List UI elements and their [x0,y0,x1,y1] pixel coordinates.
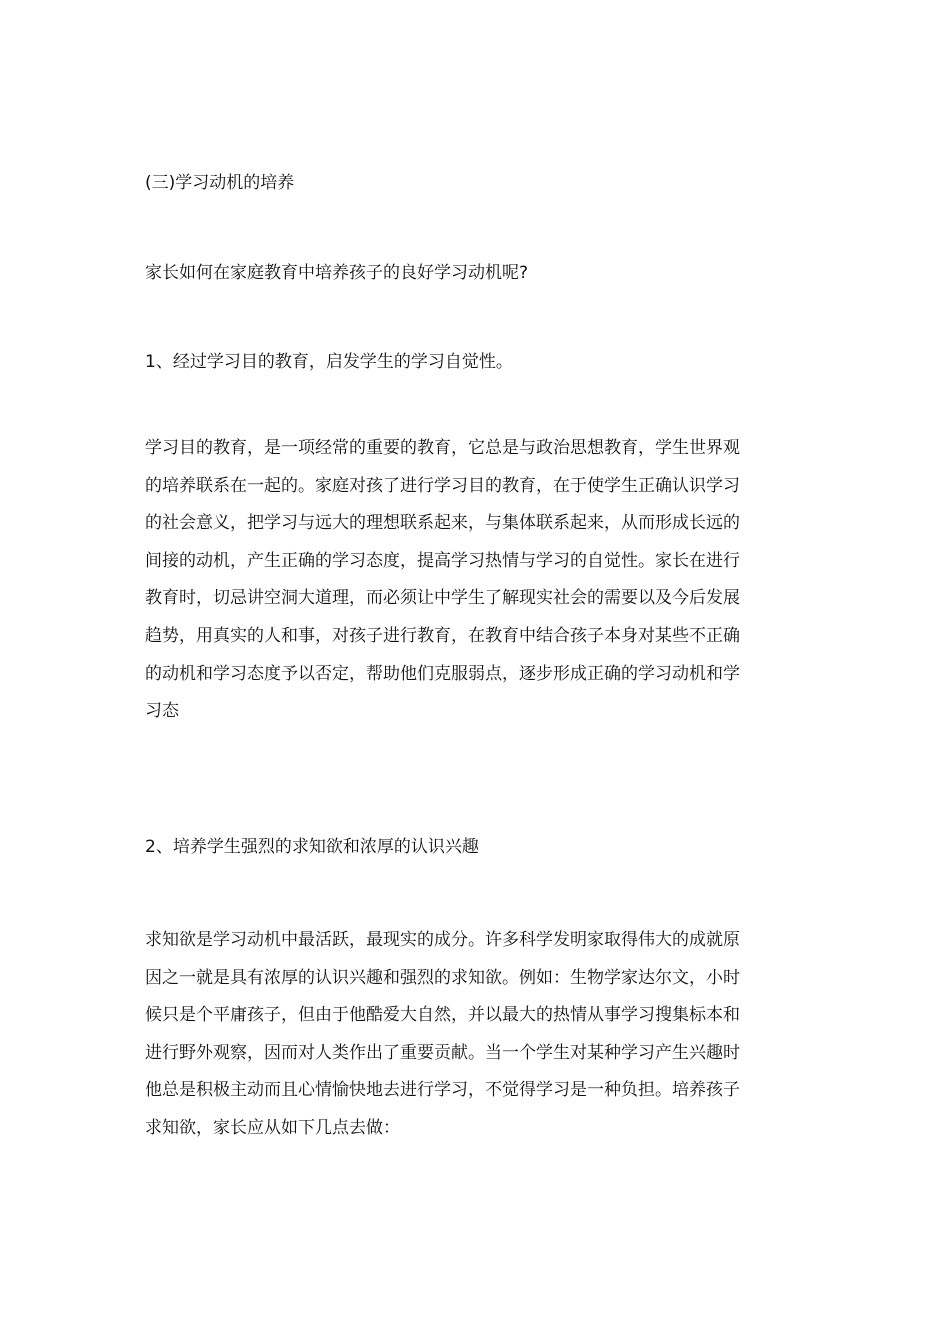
question-line: 家长如何在家庭教育中培养孩子的良好学习动机呢? [145,263,529,283]
point-2-heading: 2、培养学生强烈的求知欲和浓厚的认识兴趣 [145,837,479,857]
paragraph-2: 求知欲是学习动机中最活跃，最现实的成分。许多科学发明家取得伟大的成就原 因之一就是具有浓厚的认识兴趣和强烈的求知欲。例如：生物学家达尔文，小时 候只是个平庸孩子，但由于他酷爱大自然，并以最大的热情从事学习搜集标本和 进行野外观察，因而对人类作出了重要贡献。当一个学生对某种学习产生兴趣时 他总是积极主动而且心情愉快地去进行学习，不觉得学习是一种负担。培养孩子 求知欲，家长应从如下几点去做： [145,930,740,1138]
point-1-heading: 1、经过学习目的教育，启发学生的学习自觉性。 [145,352,513,372]
paragraph-1: 学习目的教育，是一项经常的重要的教育，它总是与政治思想教育，学生世界观 的培养联系在一起的。家庭对孩了进行学习目的教育，在于使学生正确认识学习 的社会意义，把学习与远大的理想联系起来，与集体联系起来，从而形成长远的 间接的动机，产生正确的学习态度，提高学习热情与学习的自觉性。家长在进行 教育时，切忌讲空洞大道理，而必须让中学生了解现实社会的需要以及今后发展 趋势，用真实的人和事，对孩子进行教育，在教育中结合孩子本身对某些不正确 的动机和学习态度予以否定，帮助他们克服弱点，逐步形成正确的学习动机和学 习态 [145,438,740,722]
section-heading: (三)学习动机的培养 [145,173,295,193]
